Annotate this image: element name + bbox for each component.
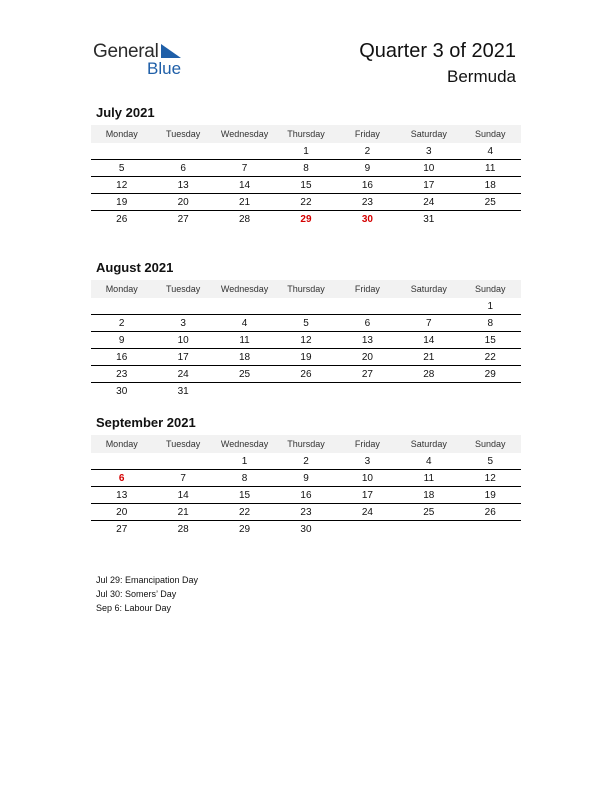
week-row: [91, 211, 521, 228]
weekday-label: Thursday: [287, 284, 325, 294]
date-cell: 12: [300, 334, 312, 346]
date-cell: 4: [426, 455, 432, 467]
date-cell: 20: [361, 351, 373, 363]
date-cell: 31: [177, 386, 189, 397]
date-cell: 25: [238, 368, 251, 380]
date-cell: 28: [423, 368, 435, 380]
weekday-label: Wednesday: [220, 284, 269, 294]
date-cell: 11: [423, 472, 435, 484]
week-row: [91, 470, 521, 487]
week-row: [91, 366, 521, 383]
date-cell: 15: [484, 334, 496, 346]
date-cell: 10: [177, 334, 189, 346]
date-cell: 19: [116, 196, 128, 208]
logo-flag-icon: [161, 44, 181, 60]
date-cell: 27: [177, 214, 189, 225]
week-row: [91, 143, 521, 160]
logo-word-general: General: [93, 41, 159, 62]
date-cell: 15: [238, 489, 251, 501]
weekday-label: Wednesday: [220, 439, 269, 449]
date-cell: 23: [300, 506, 312, 518]
date-cell: 8: [487, 317, 494, 329]
date-cell: 14: [423, 334, 435, 346]
date-cell: 5: [487, 455, 494, 467]
date-cell: 24: [423, 196, 435, 208]
date-cell: 2: [118, 317, 125, 329]
date-cell: 24: [177, 368, 189, 380]
month-august: [91, 260, 521, 400]
weekday-label: Saturday: [410, 129, 447, 139]
date-cell: 8: [241, 472, 248, 484]
date-cell: 14: [177, 489, 189, 501]
date-cell: 17: [177, 351, 189, 363]
date-cell: 4: [487, 145, 494, 157]
logo: [93, 41, 193, 79]
date-cell: 3: [180, 317, 186, 329]
date-cell: 22: [300, 196, 312, 208]
week-row: [91, 383, 521, 400]
week-row: [91, 160, 521, 177]
date-cell: 12: [116, 179, 128, 191]
date-cell: 23: [116, 368, 128, 380]
date-cell: 30: [116, 386, 128, 397]
date-cell: 19: [484, 489, 496, 501]
weekday-label: Tuesday: [166, 129, 201, 139]
weekday-label: Monday: [105, 129, 138, 139]
holiday-note: Sep 6: Labour Day: [96, 603, 172, 613]
date-cell: 8: [303, 162, 309, 174]
date-cell: 6: [180, 162, 186, 174]
date-cell: 19: [300, 351, 312, 363]
week-row: [91, 177, 521, 194]
date-cell: 15: [300, 179, 312, 191]
holiday-date-cell: 29: [300, 214, 312, 225]
date-cell: 11: [485, 162, 496, 174]
weekday-label: Tuesday: [166, 439, 201, 449]
weekday-label: Friday: [354, 129, 380, 139]
holiday-date-cell: 30: [361, 214, 373, 225]
date-cell: 12: [484, 472, 496, 484]
logo-word-blue: Blue: [147, 59, 182, 78]
week-row: [91, 487, 521, 504]
date-cell: 26: [300, 368, 312, 380]
week-row: [91, 332, 521, 349]
date-cell: 7: [426, 317, 432, 329]
date-cell: 26: [116, 214, 128, 225]
weekday-label: Monday: [105, 439, 138, 449]
date-cell: 1: [487, 300, 494, 312]
date-cell: 21: [238, 196, 251, 208]
weekday-label: Saturday: [410, 284, 447, 294]
date-cell: 3: [364, 455, 371, 467]
date-cell: 16: [116, 351, 128, 363]
date-cell: 22: [484, 351, 496, 363]
date-cell: 28: [177, 524, 189, 535]
date-cell: 13: [361, 334, 373, 346]
date-cell: 3: [426, 145, 432, 157]
date-cell: 18: [238, 351, 251, 363]
date-cell: 10: [423, 162, 435, 174]
month-title: September 2021: [96, 415, 196, 430]
date-cell: 4: [241, 317, 248, 329]
month-july: [91, 105, 521, 228]
region-name: Bermuda: [447, 67, 516, 86]
date-cell: 21: [423, 351, 435, 363]
date-cell: 10: [361, 472, 373, 484]
date-cell: 23: [361, 196, 373, 208]
month-title: July 2021: [96, 105, 155, 120]
weekday-label: Friday: [354, 439, 380, 449]
weekday-header: [91, 280, 521, 298]
week-row: [91, 504, 521, 521]
date-cell: 16: [361, 179, 373, 191]
weekday-label: Friday: [354, 284, 380, 294]
week-row: [91, 349, 521, 366]
date-cell: 13: [177, 179, 189, 191]
date-cell: 11: [239, 334, 250, 346]
weekday-header: [91, 435, 521, 453]
date-cell: 20: [116, 506, 128, 518]
week-row: [91, 298, 521, 315]
month-grid: [91, 453, 521, 538]
date-cell: 29: [484, 368, 496, 380]
weekday-label: Wednesday: [220, 129, 269, 139]
holiday-note: Jul 29: Emancipation Day: [96, 575, 199, 585]
date-cell: 27: [116, 524, 128, 535]
month-september: [91, 415, 521, 538]
date-cell: 21: [177, 506, 189, 518]
date-cell: 24: [361, 506, 373, 518]
date-cell: 14: [238, 179, 251, 191]
weekday-label: Thursday: [287, 439, 325, 449]
page-title: Quarter 3 of 2021: [359, 40, 516, 62]
weekday-header: [91, 125, 521, 143]
date-cell: 7: [241, 162, 248, 174]
date-cell: 31: [423, 214, 435, 225]
month-title: August 2021: [96, 260, 174, 275]
date-cell: 9: [303, 472, 309, 484]
date-cell: 25: [484, 196, 496, 208]
date-cell: 13: [116, 489, 128, 501]
date-cell: 7: [180, 472, 186, 484]
date-cell: 18: [423, 489, 435, 501]
date-cell: 9: [364, 162, 371, 174]
date-cell: 9: [118, 334, 125, 346]
holiday-date-cell: 6: [118, 472, 125, 484]
week-row: [91, 315, 521, 332]
date-cell: 22: [238, 506, 251, 518]
date-cell: 20: [177, 196, 189, 208]
weekday-label: Sunday: [474, 129, 506, 139]
date-cell: 26: [484, 506, 496, 518]
weekday-label: Sunday: [474, 439, 506, 449]
date-cell: 17: [423, 179, 435, 191]
month-grid: [91, 298, 521, 400]
month-grid: [91, 143, 521, 228]
date-cell: 27: [361, 368, 373, 380]
weekday-label: Tuesday: [166, 284, 201, 294]
week-row: [91, 194, 521, 211]
week-row: [91, 521, 521, 538]
weekday-label: Monday: [105, 284, 138, 294]
holiday-note: Jul 30: Somers’ Day: [96, 589, 177, 599]
date-cell: 30: [300, 524, 312, 535]
date-cell: 6: [364, 317, 371, 329]
date-cell: 1: [303, 145, 309, 157]
date-cell: 17: [361, 489, 373, 501]
date-cell: 5: [118, 162, 125, 174]
date-cell: 2: [364, 145, 371, 157]
date-cell: 29: [238, 524, 251, 535]
date-cell: 18: [484, 179, 496, 191]
date-cell: 16: [300, 489, 312, 501]
week-row: [91, 453, 521, 470]
date-cell: 1: [241, 455, 248, 467]
date-cell: 2: [303, 455, 309, 467]
date-cell: 5: [303, 317, 309, 329]
weekday-label: Saturday: [410, 439, 447, 449]
weekday-label: Sunday: [474, 284, 506, 294]
holiday-notes: [96, 573, 198, 615]
weekday-label: Thursday: [287, 129, 325, 139]
date-cell: 25: [423, 506, 435, 518]
date-cell: 28: [238, 214, 251, 225]
